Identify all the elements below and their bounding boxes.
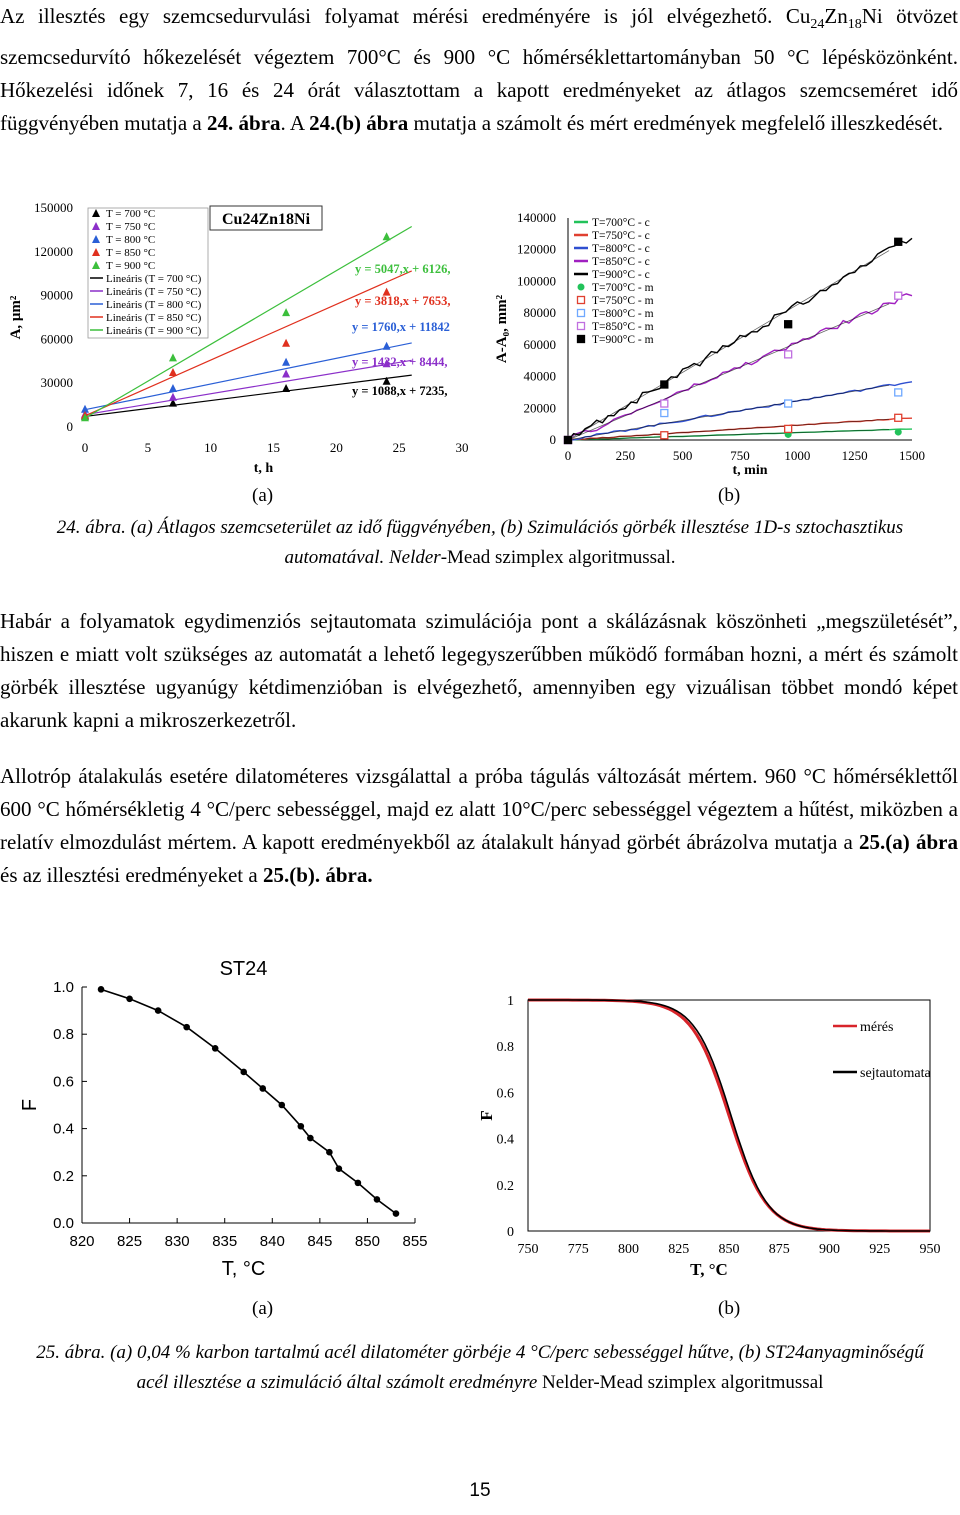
- y-tick-label: 1.0: [53, 979, 74, 996]
- legend-label: T = 750 °C: [106, 221, 156, 233]
- x-tick-label: 850: [718, 1242, 740, 1257]
- y-axis-label: F: [19, 1098, 41, 1112]
- data-point: [355, 1180, 362, 1187]
- y-tick-label: 120000: [34, 243, 73, 259]
- figure-25-label-b: (b): [718, 1298, 741, 1319]
- fit-line: [568, 419, 889, 440]
- measured-point: [661, 410, 668, 417]
- data-point: [169, 393, 177, 401]
- x-tick-label: 15: [267, 440, 280, 455]
- data-point: [169, 384, 177, 392]
- x-tick-label: 800: [618, 1242, 639, 1257]
- paragraph-3-text-a: Allotróp átalakulás esetére dilatométeres vizsgálattal a próba tágulás változását mértem. 960 °C hőmérséklettől 600 °C hőmérsékletig 4 °C/perc sebességgel, majd ez alatt 10°C/perc sebességgel végeztem a hűtést, miközben a relatív elmozdulást mértem. A kapott eredményekből az átalakult hányad görbét ábrázolva mutatja a: [0, 764, 958, 854]
- data-point: [307, 1135, 314, 1142]
- data-point: [374, 1196, 381, 1203]
- legend-label: T=850°C - c: [592, 256, 650, 268]
- data-point: [212, 1045, 219, 1052]
- data-point: [279, 1102, 286, 1109]
- subscript-24: 24: [810, 17, 825, 33]
- legend-label: Lineáris (T = 800 °C): [106, 299, 202, 311]
- legend-label: T=850°C - m: [592, 321, 654, 333]
- data-point: [240, 1069, 247, 1076]
- chart-25b: [477, 955, 950, 1285]
- data-point: [383, 342, 391, 350]
- chart-24b: [490, 190, 960, 480]
- measured-point: [785, 321, 792, 328]
- paragraph-1-text-e: mutatja a számolt és mért eredmények megfelelő illeszkedését.: [408, 111, 943, 136]
- measured-point: [661, 381, 668, 388]
- data-point: [282, 369, 290, 377]
- x-tick-label: 1250: [841, 448, 868, 463]
- legend-label: Lineáris (T = 700 °C): [106, 273, 202, 285]
- legend-label: mérés: [860, 1020, 894, 1035]
- figure-25-label-a: (a): [252, 1298, 274, 1319]
- equation-label: y = 1760,x + 11842: [352, 320, 450, 334]
- data-point: [282, 358, 290, 366]
- y-tick-label: 90000: [40, 287, 73, 303]
- data-point: [326, 1149, 333, 1156]
- x-tick-label: 750: [730, 448, 750, 463]
- paragraph-1-text-a: Az illesztés egy szemcsedurvulási folyamat mérési eredményére is jól elvégezhető. Cu: [0, 4, 811, 28]
- data-point: [282, 339, 290, 347]
- y-tick-label: 0.2: [496, 1178, 514, 1194]
- y-tick-label: 20000: [523, 400, 556, 416]
- legend-marker: [578, 310, 585, 317]
- measured-point: [895, 414, 902, 421]
- y-tick-label: 0.8: [53, 1026, 74, 1044]
- x-tick-label: 830: [164, 1233, 190, 1250]
- figure-ref-25b: 25.(b). ábra.: [262, 863, 373, 887]
- legend-label: T = 700 °C: [106, 208, 156, 220]
- y-tick-label: 0.4: [496, 1132, 514, 1148]
- x-tick-label: 835: [212, 1233, 238, 1250]
- x-tick-label: 10: [204, 440, 218, 455]
- measured-point: [895, 429, 902, 436]
- equation-label: y = 5047,x + 6126,: [355, 262, 451, 276]
- legend-label: sejtautomata: [860, 1066, 931, 1081]
- x-tick-label: 0: [81, 440, 89, 455]
- legend-label: T=750°C - m: [592, 295, 654, 307]
- equation-label: y = 3818,x + 7653,: [355, 294, 451, 308]
- x-tick-label: 0: [564, 448, 572, 463]
- y-tick-label: 0: [66, 419, 73, 434]
- measured-point: [565, 437, 572, 444]
- y-tick-label: 0.2: [53, 1167, 74, 1185]
- figure-24-caption-text: (a) Átlagos szemcseterület az idő függvényében, (b) Szimulációs görbék illesztése 1D-s sztochasztikus automatával.: [125, 517, 904, 568]
- paragraph-3-text-b: és az illesztési eredményeket a: [0, 863, 263, 887]
- y-tick-label: 80000: [523, 305, 556, 321]
- data-point: [169, 353, 177, 361]
- legend-marker: [578, 284, 585, 291]
- x-tick-label: 875: [768, 1242, 790, 1257]
- x-tick-label: 20: [329, 440, 343, 455]
- x-tick-label: 845: [307, 1233, 333, 1250]
- x-axis-label: t, h: [253, 461, 274, 476]
- data-point: [282, 308, 290, 316]
- y-tick-label: 40000: [523, 368, 556, 384]
- measured-point: [661, 432, 668, 439]
- measured-point: [785, 400, 792, 407]
- figure-24-caption-num: 24. ábra.: [56, 517, 126, 538]
- x-tick-label: 500: [672, 448, 693, 463]
- measured-point: [895, 292, 902, 299]
- y-tick-label: 0: [507, 1225, 514, 1240]
- legend-marker: [578, 336, 585, 343]
- data-point: [298, 1123, 305, 1130]
- y-tick-label: 0.8: [496, 1040, 514, 1056]
- x-tick-label: 775: [567, 1242, 589, 1257]
- chart-title: ST24: [219, 958, 268, 980]
- figure-24-caption: [20, 513, 940, 573]
- paragraph-1: [0, 0, 958, 140]
- y-tick-label: 0: [549, 432, 556, 447]
- figure-24-label-b: (b): [718, 485, 741, 506]
- paragraph-1-text-c: Ni ötvözet szemcsedurvító hőkezelését végeztem 700°C és 900 °C hőmérséklettartományban 50 °C lépésközönként. Hőkezelési időnek 7, 16 és 24 órát választottam a kapott eredményeket az átlagos szemcseméret idő függvényében mutatja a: [0, 4, 958, 136]
- fit-line: [85, 343, 412, 410]
- y-tick-label: 140000: [517, 210, 556, 225]
- x-tick-label: 1000: [784, 448, 811, 463]
- data-point: [98, 986, 105, 993]
- legend-label: T=800°C - c: [592, 243, 650, 255]
- measured-point: [895, 238, 902, 245]
- x-axis-label: T, °C: [690, 1260, 728, 1279]
- page-number: 15: [469, 1480, 491, 1501]
- x-tick-label: 925: [869, 1242, 891, 1257]
- paragraph-1-text-b: Zn: [824, 4, 848, 28]
- figure-24-label-a: (a): [252, 485, 274, 506]
- y-tick-label: 0.6: [496, 1086, 514, 1102]
- y-tick-label: 30000: [40, 375, 73, 391]
- legend-label: T=900°C - c: [592, 269, 650, 281]
- legend-label: T=700°C - m: [592, 282, 654, 294]
- y-tick-label: 0.6: [53, 1073, 74, 1091]
- paragraph-3: [0, 760, 958, 892]
- figure-24-caption-tail: -Mead szimplex algoritmussal.: [440, 547, 676, 568]
- paragraph-1-text-d: . A: [280, 111, 310, 136]
- figure-25-caption-num: 25. ábra.: [36, 1342, 106, 1363]
- measured-point: [785, 425, 792, 432]
- x-tick-label: 825: [117, 1233, 143, 1250]
- y-axis-label: A-A₀, mm²: [494, 294, 510, 364]
- x-tick-label: 950: [919, 1242, 941, 1257]
- figure-25-caption-tail: Nelder-Mead szimplex algoritmussal: [542, 1372, 824, 1393]
- x-tick-label: 825: [668, 1242, 690, 1257]
- legend-label: Lineáris (T = 850 °C): [106, 312, 202, 324]
- chart-25a: [10, 955, 450, 1285]
- data-point: [259, 1085, 266, 1092]
- x-tick-label: 250: [615, 448, 636, 463]
- paragraph-2: Habár a folyamatok egydimenziós sejtautomata szimulációja pont a skálázásnak köszönheti „megszületését”, hiszen e miatt volt szükséges az automatát a lehető legegyszerűbben működő formában hozni, a mért és számolt görbék illesztése ugyanúgy kétdimenzióban is elvégezhető, amennyiben egy vizuálisan többet mondó képet akarunk kapni a mikroszerkezetről.: [0, 609, 958, 732]
- data-point: [336, 1165, 343, 1172]
- x-tick-label: 30: [455, 440, 469, 455]
- data-point: [393, 1210, 400, 1217]
- legend-label: T = 850 °C: [106, 247, 156, 259]
- legend-label: T = 900 °C: [106, 260, 156, 272]
- x-tick-label: 5: [144, 440, 152, 455]
- legend-marker: [578, 297, 585, 304]
- data-point: [126, 996, 133, 1003]
- legend-marker: [578, 323, 585, 330]
- data-point: [169, 368, 177, 376]
- data-line: [101, 989, 396, 1213]
- chart-title: Cu24Zn18Ni: [221, 211, 311, 228]
- figure-ref-25a: 25.(a) ábra: [859, 830, 958, 854]
- x-tick-label: 900: [819, 1242, 840, 1257]
- x-tick-label: 855: [402, 1233, 428, 1250]
- x-tick-label: 1500: [899, 448, 925, 463]
- subscript-18: 18: [847, 17, 862, 33]
- legend-label: T=800°C - m: [592, 308, 654, 320]
- y-tick-label: 60000: [40, 331, 73, 347]
- legend-label: Lineáris (T = 900 °C): [106, 325, 202, 337]
- equation-label: y = 1088,x + 7235,: [352, 384, 448, 398]
- data-point: [282, 384, 290, 392]
- equation-label: y = 1432,x + 8444,: [352, 355, 448, 369]
- legend-label: T=700°C - c: [592, 217, 650, 229]
- x-axis-label: T, °C: [221, 1258, 266, 1280]
- legend-label: T=900°C - m: [592, 334, 654, 346]
- data-point: [383, 232, 391, 240]
- x-tick-label: 840: [259, 1233, 285, 1250]
- figure-25-caption-text: (a) 0,04 % karbon tartalmú acél dilatométer görbéje 4 °C/perc sebességgel hűtve, (b) ST24anyagminőségű acél illesztése a szimuláció által számolt eredményre: [105, 1342, 924, 1393]
- figure-25-caption: [20, 1338, 940, 1398]
- x-tick-label: 750: [517, 1242, 539, 1257]
- figure-ref-24b: 24.(b) ábra: [309, 111, 409, 136]
- legend-label: T=750°C - c: [592, 230, 650, 242]
- data-point: [155, 1007, 162, 1014]
- y-tick-label: 150000: [34, 200, 73, 215]
- x-tick-label: 25: [392, 440, 406, 455]
- chart-24a: [0, 190, 480, 480]
- data-point: [183, 1024, 190, 1031]
- x-tick-label: 820: [69, 1233, 95, 1250]
- y-tick-label: 120000: [517, 241, 556, 257]
- y-tick-label: 60000: [523, 336, 556, 352]
- y-tick-label: 1: [507, 994, 514, 1009]
- figure-ref-24: 24. ábra: [207, 111, 281, 136]
- measured-point: [785, 351, 792, 358]
- measured-point: [661, 400, 668, 407]
- legend-label: Lineáris (T = 750 °C): [106, 286, 202, 298]
- figure-24-caption-name: Nelder: [388, 547, 441, 568]
- y-axis-label: F: [477, 1110, 496, 1121]
- x-axis-label: t, min: [732, 463, 768, 478]
- y-tick-label: 100000: [517, 273, 556, 289]
- y-axis-label: A, μm²: [8, 295, 24, 340]
- legend-label: T = 800 °C: [106, 234, 156, 246]
- measured-point: [895, 389, 902, 396]
- y-tick-label: 0.0: [53, 1215, 74, 1232]
- x-tick-label: 850: [354, 1233, 380, 1250]
- y-tick-label: 0.4: [53, 1120, 74, 1138]
